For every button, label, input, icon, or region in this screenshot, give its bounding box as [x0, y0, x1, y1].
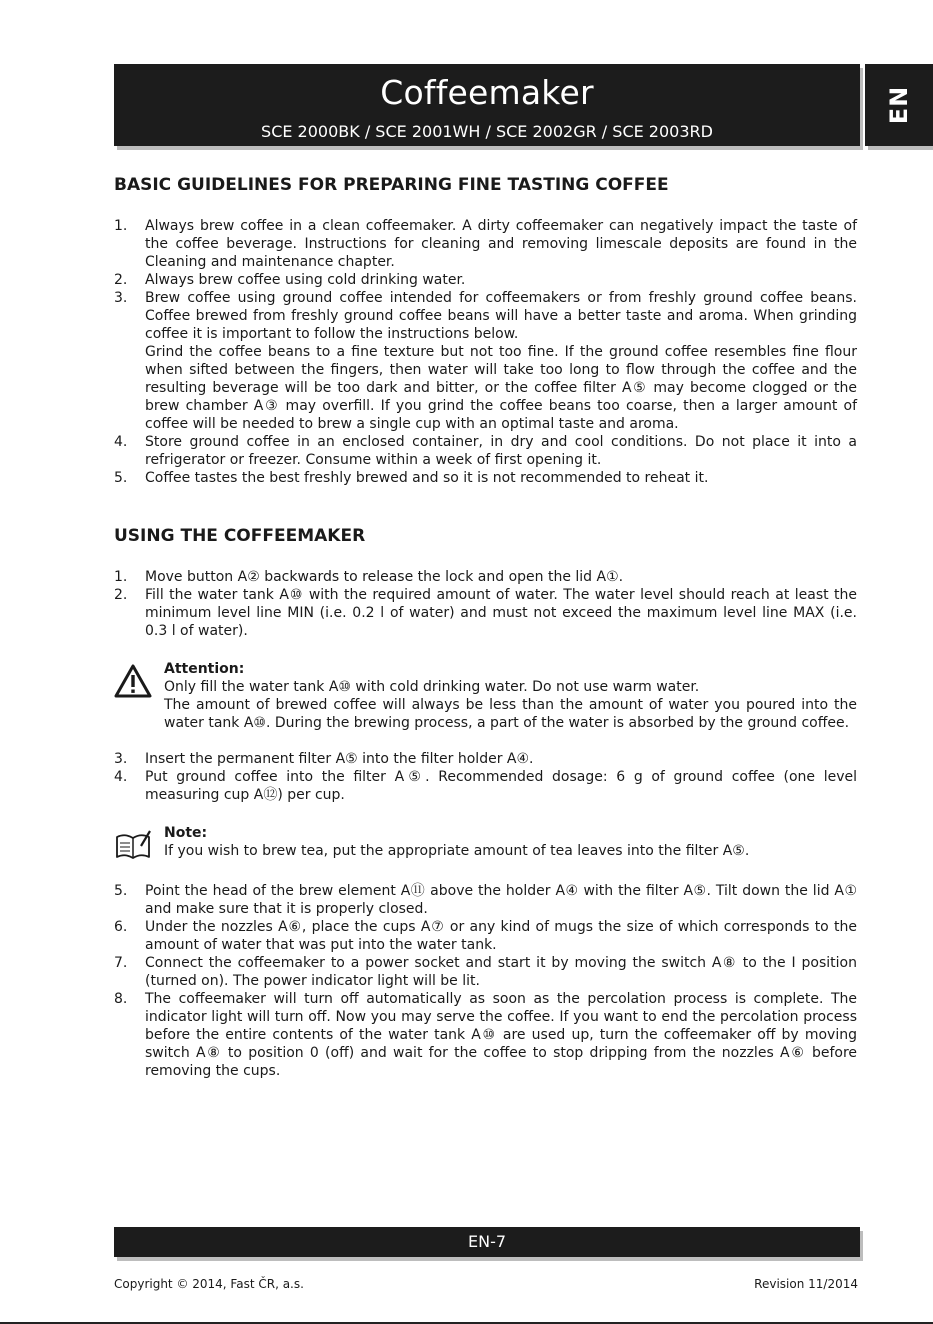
list-item-text: Always brew coffee using cold drinking water.: [145, 272, 466, 288]
list-item-number: 1.: [114, 569, 128, 585]
list-item-text: Coffee tastes the best freshly brewed and so it is not recommended to reheat it.: [145, 470, 709, 486]
list-item-text: Put ground coffee into the filter A⑤. Recommended dosage: 6 g of ground coffee (one level measuring cup A⑫) per cup.: [145, 769, 857, 803]
list-item-text: Always brew coffee in a clean coffeemaker. A dirty coffeemaker can negatively impact the taste of the coffee beverage. Instructions for cleaning and removing limescale deposits are found in the Cleaning and maintenance chapter.: [145, 218, 857, 270]
list-item: [114, 586, 857, 640]
list-item-text: Insert the permanent filter A⑤ into the filter holder A④.: [145, 751, 534, 767]
list-item: [114, 768, 857, 804]
list-item-text: Fill the water tank A⑩ with the required amount of water. The water level should reach at least the minimum level line MIN (i.e. 0.2 l of water) and must not exceed the maximum level line MAX (i.e. 0.3 l of water).: [145, 587, 857, 639]
list-item-text: Brew coffee using ground coffee intended for coffeemakers or from freshly ground coffee beans. Coffee brewed from freshly ground coffee beans will have a better taste and aroma. When grinding coffee it is important to follow the instructions below.: [145, 290, 857, 342]
list-item-number: 3.: [114, 751, 128, 767]
list-item: [114, 750, 857, 768]
list-item-number: 5.: [114, 470, 128, 486]
list-item-number: 4.: [114, 434, 128, 450]
list-item: [114, 217, 857, 271]
list-item: [114, 568, 857, 586]
attention-callout: [114, 660, 857, 732]
note-text: If you wish to brew tea, put the appropriate amount of tea leaves into the filter A⑤.: [164, 843, 750, 859]
attention-label: Attention:: [164, 661, 245, 677]
page-number-bar: [114, 1227, 860, 1257]
list-item-number: 2.: [114, 272, 128, 288]
steps-list-2: [114, 750, 857, 804]
main-content: [114, 174, 857, 1080]
list-item-number: 3.: [114, 290, 128, 306]
copyright-text: Copyright © 2014, Fast ČR, a.s.: [114, 1277, 304, 1291]
list-item-text: Point the head of the brew element A⑪ above the holder A④ with the filter A⑤. Tilt down the lid A① and make sure that it is properly closed.: [145, 883, 857, 917]
list-item-text: Grind the coffee beans to a fine texture but not too fine. If the ground coffee resembles fine flour when sifted between the fingers, then water will take too long to flow through the coffee and the resulting beverage will be too dark and bitter, or the coffee filter A⑤ may become clogged or the brew chamber A③ may overfill. If you grind the coffee beans too coarse, then a larger amount of coffee will be needed to brew a single cup with an optimal taste and aroma.: [145, 344, 857, 432]
model-numbers: SCE 2000BK / SCE 2001WH / SCE 2002GR / SCE 2003RD: [261, 122, 713, 141]
attention-text-1: Only fill the water tank A⑩ with cold drinking water. Do not use warm water.: [164, 679, 700, 695]
language-tab: [865, 64, 933, 146]
list-item: [114, 271, 857, 289]
list-item-text: Store ground coffee in an enclosed container, in dry and cool conditions. Do not place it into a refrigerator or freezer. Consume within a week of first opening it.: [145, 434, 857, 468]
list-item-number: 6.: [114, 919, 128, 935]
list-item-text: The coffeemaker will turn off automatically as soon as the percolation process is complete. The indicator light will turn off. Now you may serve the coffee. If you want to end the percolation process before the entire contents of the water tank A⑩ are used up, turn the coffeemaker off by moving switch A⑧ to position 0 (off) and wait for the coffee to stop dripping from the nozzles A⑥ before removing the cups.: [145, 991, 857, 1079]
section-heading-using: USING THE COFFEEMAKER: [114, 526, 366, 546]
list-item: [114, 990, 857, 1080]
note-callout: [114, 824, 857, 860]
list-item-text: Under the nozzles A⑥, place the cups A⑦ or any kind of mugs the size of which corresponds to the amount of water that was put into the water tank.: [145, 919, 857, 953]
document-title: Coffeemaker: [380, 73, 594, 112]
list-item-number: 8.: [114, 991, 128, 1007]
list-item-number: 1.: [114, 218, 128, 234]
list-item: [114, 954, 857, 990]
list-item: [114, 469, 857, 487]
list-item-number: 7.: [114, 955, 128, 971]
open-book-note-icon: [114, 828, 152, 862]
note-label: Note:: [164, 825, 208, 841]
section-heading-guidelines: BASIC GUIDELINES FOR PREPARING FINE TASTING COFFEE: [114, 175, 669, 195]
guidelines-list: [114, 217, 857, 487]
language-label: EN: [885, 85, 913, 125]
page-header: [114, 64, 860, 146]
list-item-number: 4.: [114, 769, 128, 785]
list-item: [114, 882, 857, 918]
list-item-text: Connect the coffeemaker to a power socket and start it by moving the switch A⑧ to the I position (turned on). The power indicator light will be lit.: [145, 955, 857, 989]
attention-text-2: The amount of brewed coffee will always be less than the amount of water you poured into the water tank A⑩. During the brewing process, a part of the water is absorbed by the ground coffee.: [164, 697, 857, 731]
list-item: [114, 289, 857, 433]
steps-list-1: [114, 568, 857, 640]
list-item-text: Move button A② backwards to release the lock and open the lid A①.: [145, 569, 624, 585]
list-item-number: 2.: [114, 587, 128, 603]
steps-list-3: [114, 882, 857, 1080]
list-item: [114, 918, 857, 954]
warning-triangle-icon: [114, 664, 152, 698]
page-number: EN-7: [467, 1232, 507, 1251]
revision-text: Revision 11/2014: [754, 1277, 858, 1291]
list-item-number: 5.: [114, 883, 128, 899]
list-item: [114, 433, 857, 469]
